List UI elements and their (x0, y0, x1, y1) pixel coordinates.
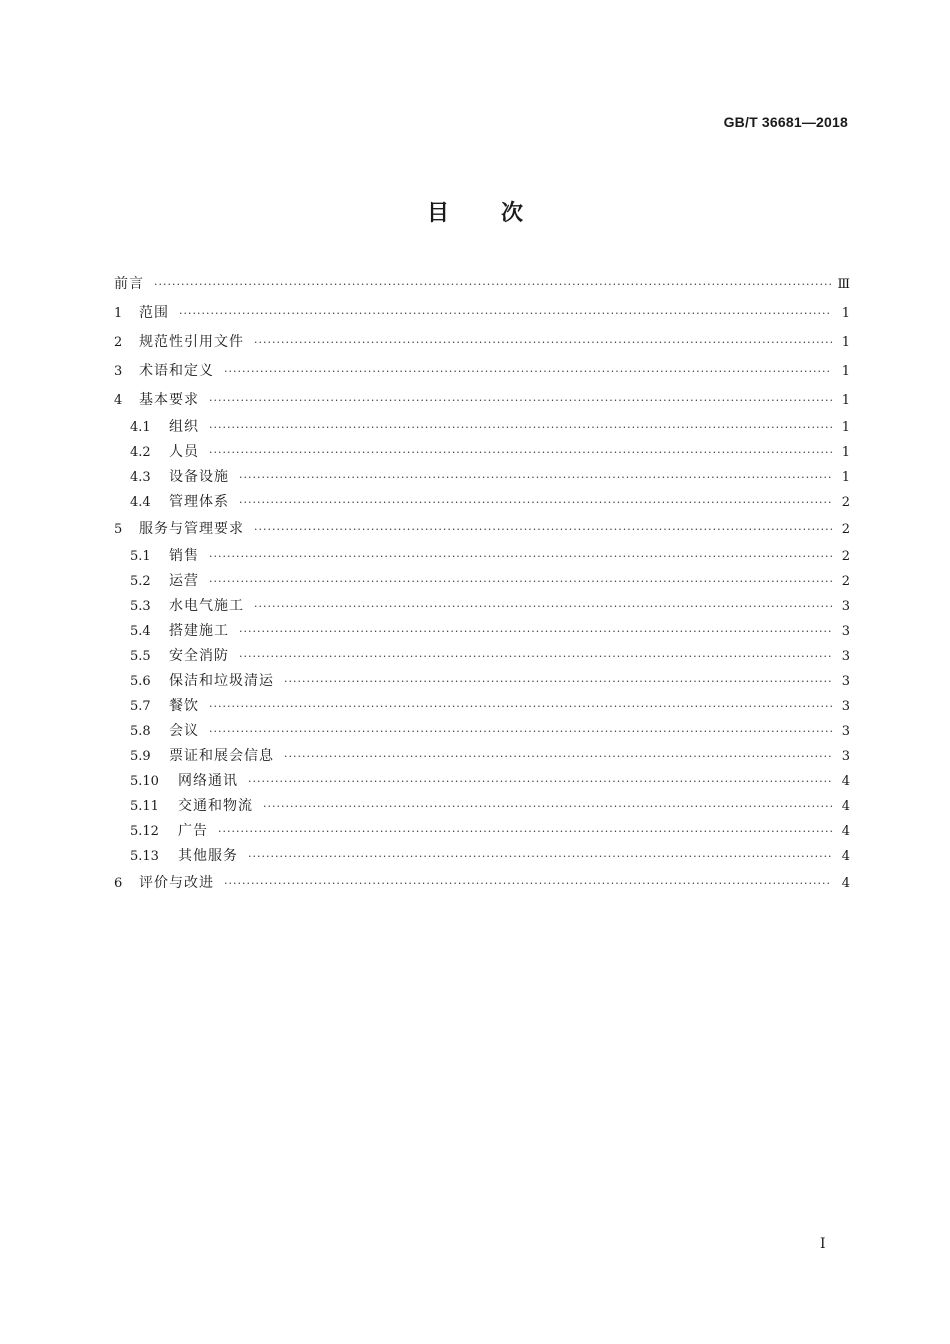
toc-entry-page: 3 (841, 599, 850, 614)
toc-entry[interactable] (114, 569, 850, 594)
toc-entry[interactable] (114, 669, 850, 694)
toc-dot-leader (209, 719, 832, 744)
toc-entry[interactable] (114, 357, 850, 386)
toc-entry-label: 术语和定义 (139, 363, 214, 379)
toc-dot-leader (179, 299, 832, 328)
toc-entry[interactable] (114, 544, 850, 569)
toc-dot-leader (239, 465, 832, 490)
toc-dot-leader (248, 844, 832, 869)
toc-entry[interactable] (114, 386, 850, 415)
toc-dot-leader (254, 594, 832, 619)
toc-entry-page: 4 (841, 824, 850, 839)
toc-entry[interactable] (114, 869, 850, 898)
toc-entry-label: 会议 (169, 723, 199, 739)
toc-entry-page: 2 (841, 495, 850, 510)
toc-entry-page: 2 (841, 549, 850, 564)
toc-entry-number: 5.13 (130, 849, 159, 864)
toc-entry-page: 3 (841, 749, 850, 764)
toc-entry-page: Ⅲ (837, 277, 850, 292)
toc-entry-number: 4 (114, 393, 123, 408)
page-title-char-1: 目 (426, 201, 449, 226)
toc-entry-page: 3 (841, 724, 850, 739)
toc-entry-label: 保洁和垃圾清运 (169, 673, 274, 689)
toc-entry-label: 管理体系 (169, 494, 229, 510)
toc-entry-label: 人员 (169, 444, 199, 460)
toc-entry-page: 1 (841, 420, 850, 435)
toc-entry-number: 4.2 (130, 445, 151, 460)
toc-dot-leader (254, 328, 832, 357)
toc-entry[interactable] (114, 844, 850, 869)
toc-entry-number: 5 (114, 522, 123, 537)
toc-entry[interactable] (114, 794, 850, 819)
toc-entry[interactable] (114, 299, 850, 328)
toc-dot-leader (263, 794, 832, 819)
toc-entry-page: 3 (841, 624, 850, 639)
toc-entry-number: 1 (114, 306, 123, 321)
toc-dot-leader (239, 490, 832, 515)
toc-entry-number: 4.3 (130, 470, 151, 485)
toc-entry-number: 5.4 (130, 624, 151, 639)
toc-dot-leader (224, 357, 832, 386)
toc-entry-number: 5.8 (130, 724, 151, 739)
toc-entry-number: 2 (114, 335, 123, 350)
page-title (0, 196, 950, 227)
toc-entry-label: 票证和展会信息 (169, 748, 274, 764)
toc-entry-page: 3 (841, 699, 850, 714)
toc-entry-label: 搭建施工 (169, 623, 229, 639)
toc-entry[interactable] (114, 465, 850, 490)
toc-entry[interactable] (114, 769, 850, 794)
toc-dot-leader (239, 619, 832, 644)
toc-entry[interactable] (114, 719, 850, 744)
toc-entry-page: 4 (841, 849, 850, 864)
toc-entry-number: 5.10 (130, 774, 159, 789)
toc-entry-number: 5.2 (130, 574, 151, 589)
toc-entry-number: 5.5 (130, 649, 151, 664)
page-number: I (820, 1236, 826, 1252)
toc-entry-label: 其他服务 (178, 848, 238, 864)
toc-entry-page: 1 (841, 335, 850, 350)
toc-entry-page: 4 (841, 774, 850, 789)
toc-entry-page: 4 (841, 799, 850, 814)
toc-entry-page: 4 (841, 876, 850, 891)
toc-entry-label: 设备设施 (169, 469, 229, 485)
toc-entry-label: 服务与管理要求 (139, 521, 244, 537)
toc-entry-page: 1 (841, 445, 850, 460)
toc-dot-leader (209, 569, 832, 594)
toc-entry[interactable] (114, 515, 850, 544)
toc-entry[interactable] (114, 694, 850, 719)
toc-entry-number: 5.6 (130, 674, 151, 689)
toc-entry-page: 1 (841, 364, 850, 379)
toc-dot-leader (209, 386, 832, 415)
toc-dot-leader (284, 669, 832, 694)
toc-entry-number: 5.3 (130, 599, 151, 614)
toc-dot-leader (154, 270, 831, 299)
toc-dot-leader (224, 869, 832, 898)
toc-entry[interactable] (114, 644, 850, 669)
toc-entry-number: 5.12 (130, 824, 159, 839)
toc-entry[interactable] (114, 270, 850, 299)
toc-entry-number: 6 (114, 876, 123, 891)
toc-dot-leader (209, 415, 832, 440)
toc-entry-page: 1 (841, 306, 850, 321)
toc-dot-leader (284, 744, 832, 769)
toc-entry-number: 4.4 (130, 495, 151, 510)
toc-entry-number: 5.7 (130, 699, 151, 714)
toc-entry[interactable] (114, 490, 850, 515)
toc-entry-label: 销售 (169, 548, 199, 564)
toc-entry-label: 基本要求 (139, 392, 199, 408)
standard-code: GB/T 36681—2018 (723, 114, 848, 130)
page-title-char-2: 次 (501, 201, 524, 226)
toc-entry-number: 5.1 (130, 549, 151, 564)
toc-entry-label: 安全消防 (169, 648, 229, 664)
toc-entry-label: 组织 (169, 419, 199, 435)
toc-dot-leader (218, 819, 832, 844)
toc-entry-page: 1 (841, 470, 850, 485)
toc-entry-page: 1 (841, 393, 850, 408)
toc-entry[interactable] (114, 440, 850, 465)
toc-entry-page: 2 (841, 574, 850, 589)
toc-entry-label: 餐饮 (169, 698, 199, 714)
toc-entry-label: 前言 (114, 276, 144, 292)
toc-entry-label: 交通和物流 (178, 798, 253, 814)
toc-entry-page: 2 (841, 522, 850, 537)
toc-entry[interactable] (114, 819, 850, 844)
toc-entry-label: 广告 (178, 823, 208, 839)
toc-entry-label: 水电气施工 (169, 598, 244, 614)
toc-entry[interactable] (114, 415, 850, 440)
toc-entry[interactable] (114, 328, 850, 357)
toc-entry-number: 5.9 (130, 749, 151, 764)
table-of-contents (114, 270, 850, 898)
toc-entry-label: 评价与改进 (139, 875, 214, 891)
toc-dot-leader (239, 644, 832, 669)
toc-entry[interactable] (114, 619, 850, 644)
toc-dot-leader (209, 440, 832, 465)
toc-entry-number: 3 (114, 364, 123, 379)
toc-entry-page: 3 (841, 674, 850, 689)
toc-dot-leader (209, 544, 832, 569)
toc-entry-label: 范围 (139, 305, 169, 321)
toc-entry-number: 5.11 (130, 799, 159, 814)
toc-entry[interactable] (114, 744, 850, 769)
toc-entry-label: 规范性引用文件 (139, 334, 244, 350)
toc-dot-leader (254, 515, 832, 544)
toc-entry-page: 3 (841, 649, 850, 664)
toc-dot-leader (248, 769, 832, 794)
toc-entry-number: 4.1 (130, 420, 151, 435)
toc-entry-label: 运营 (169, 573, 199, 589)
toc-entry-label: 网络通讯 (178, 773, 238, 789)
toc-entry[interactable] (114, 594, 850, 619)
toc-dot-leader (209, 694, 832, 719)
